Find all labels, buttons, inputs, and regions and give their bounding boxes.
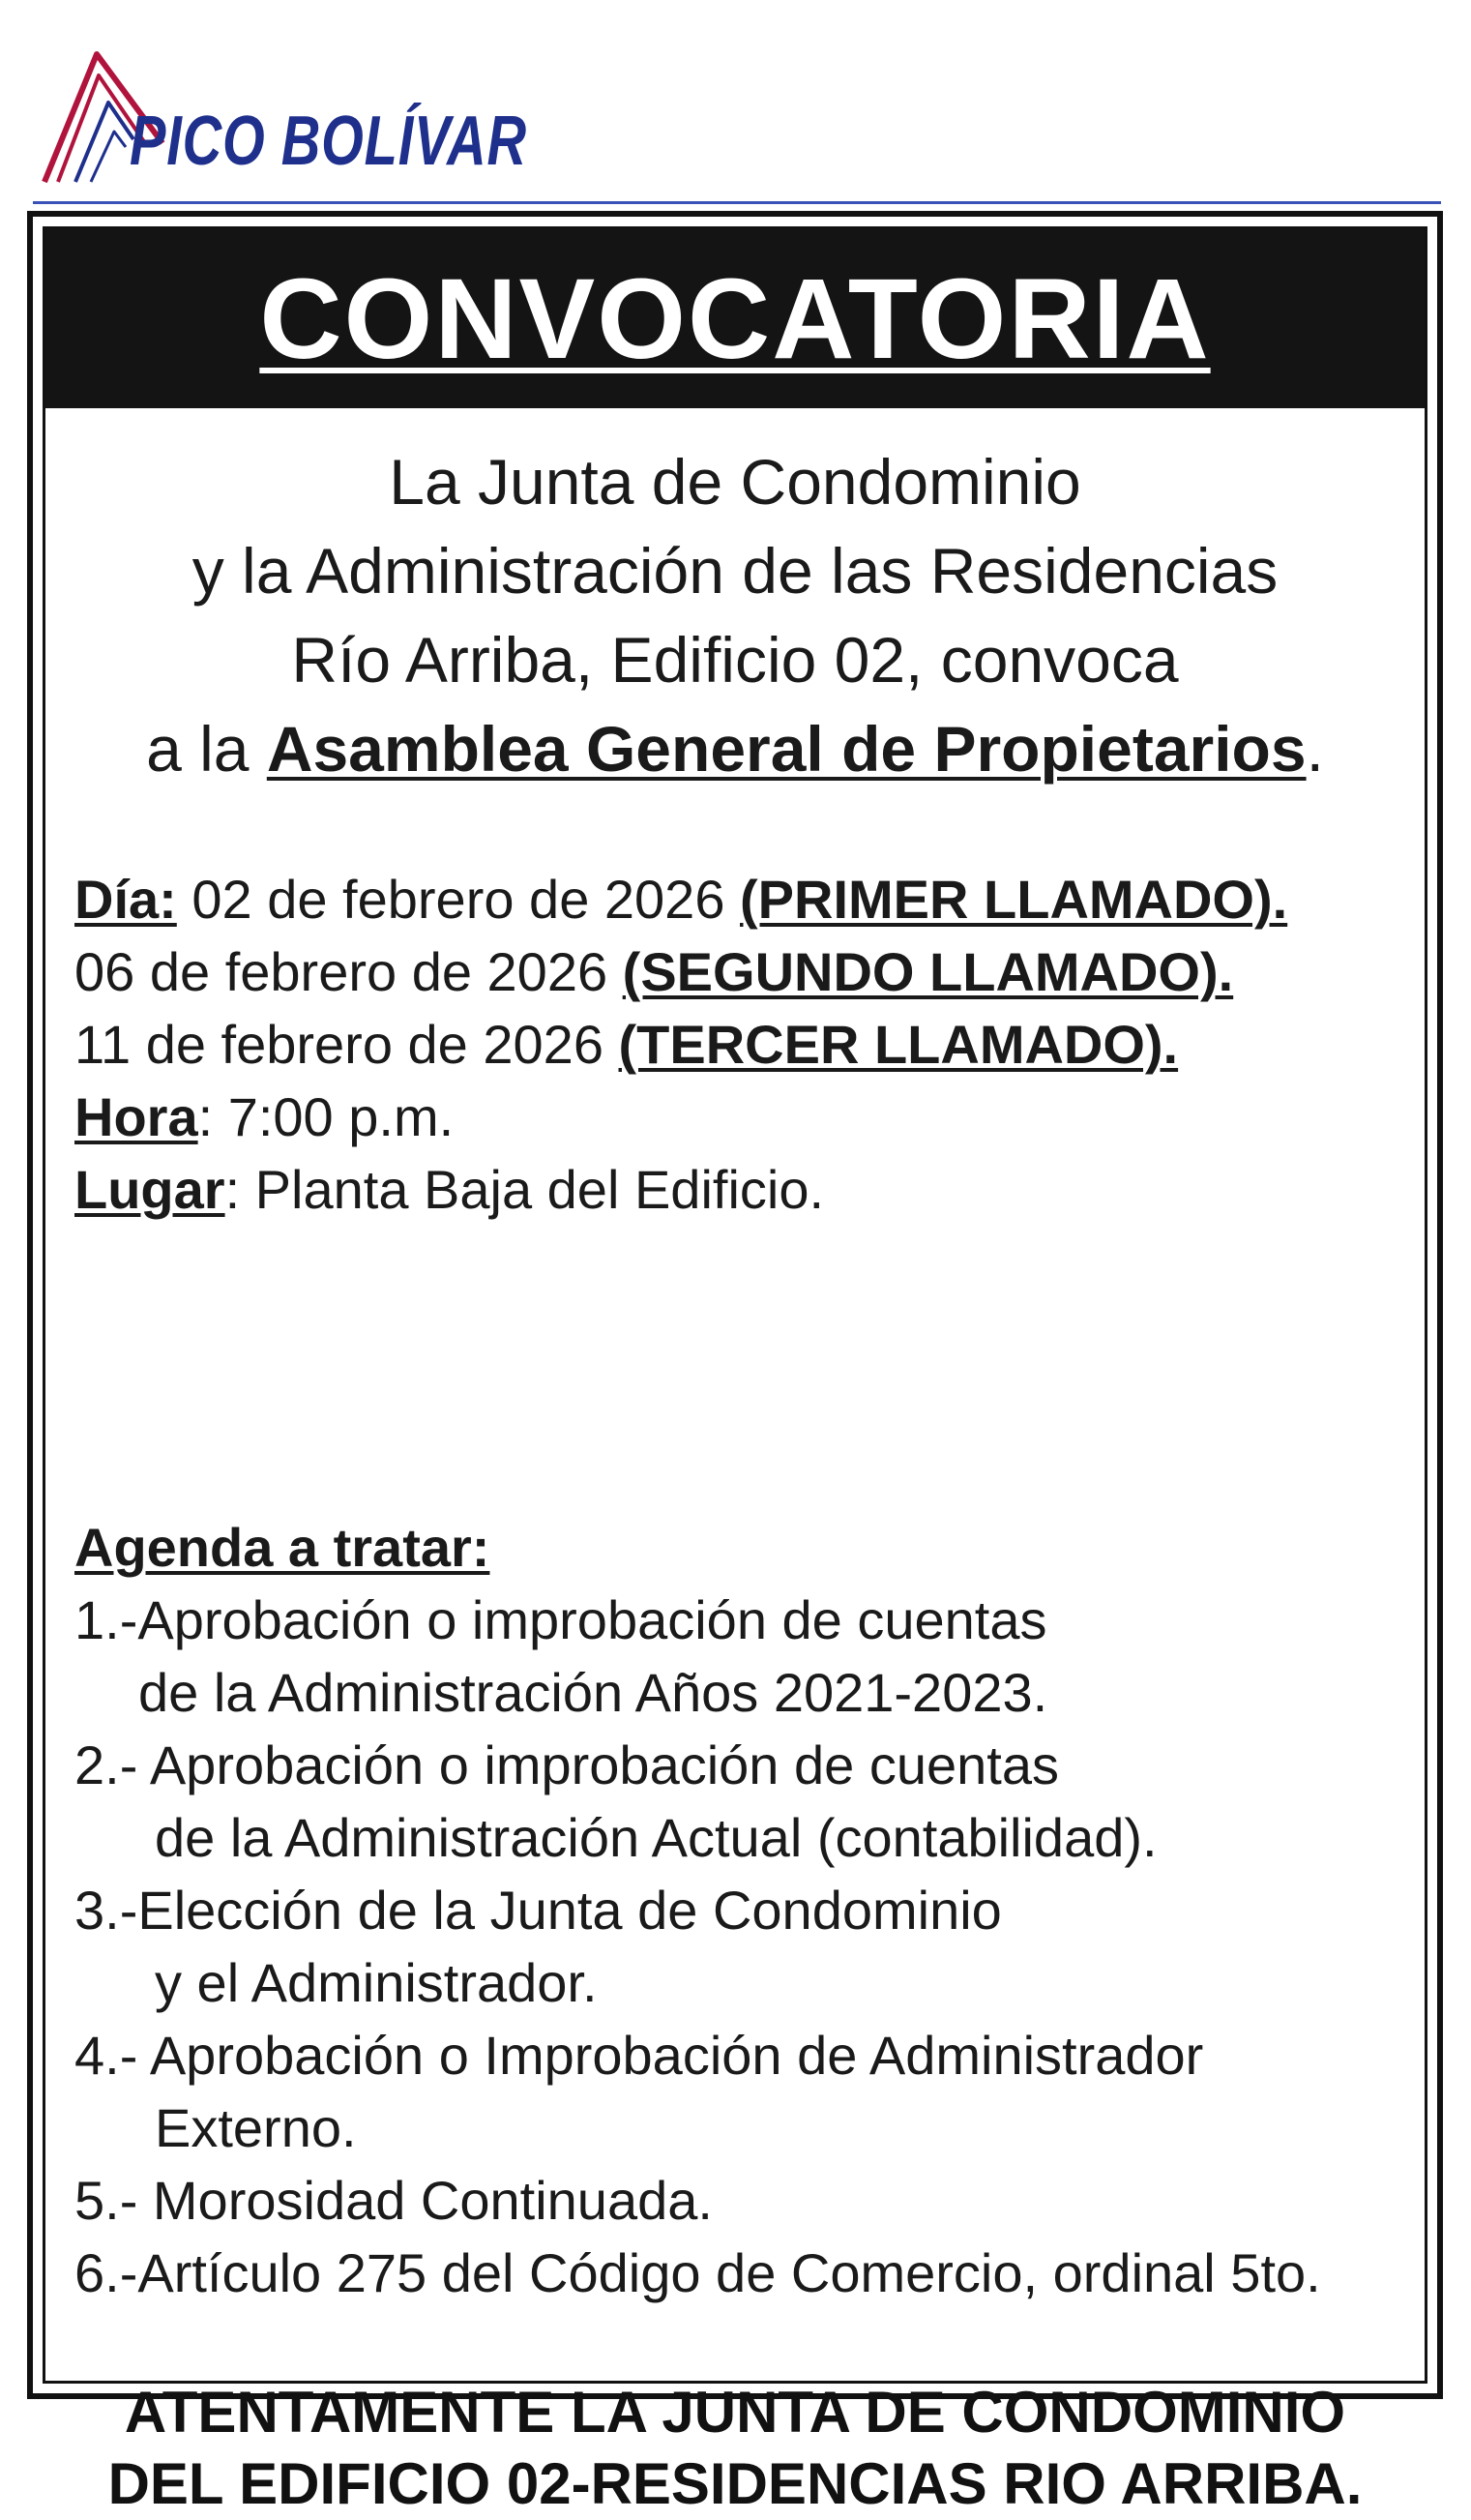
second-call-date: 06 de febrero de 2026 — [74, 941, 623, 1002]
first-call-date: 02 de febrero de 2026 — [176, 869, 741, 930]
intro-line-4-prefix: a la — [146, 713, 267, 785]
agenda-item-3: 3.-Elección de la Junta de Condominio — [74, 1880, 1002, 1941]
intro-line-2: y la Administración de las Residencias — [191, 535, 1279, 607]
notice-title: CONVOCATORIA — [259, 254, 1211, 383]
lugar-label: Lugar — [74, 1159, 225, 1220]
agenda-item-5: 5.- Morosidad Continuada. — [74, 2170, 713, 2231]
agenda-item-3-continued: y el Administrador. — [155, 1952, 598, 2013]
logo-wordmark: PICO BOLÍVAR — [130, 103, 527, 180]
intro-paragraph — [45, 437, 1425, 793]
second-call-label: (SEGUNDO LLAMADO). — [622, 941, 1234, 1002]
first-call-row — [74, 863, 1405, 935]
title-band — [45, 229, 1425, 408]
hora-label: Hora — [74, 1086, 198, 1147]
third-call-label: (TERCER LLAMADO). — [618, 1014, 1179, 1075]
time-row — [74, 1081, 1405, 1153]
pico-bolivar-logo — [37, 46, 527, 192]
header-divider — [33, 201, 1441, 204]
second-call-row — [74, 935, 1405, 1008]
meeting-details — [74, 863, 1405, 1226]
agenda-item-4: 4.- Aprobación o Improbación de Administrador — [74, 2025, 1204, 2086]
hora-value: : 7:00 p.m. — [197, 1086, 455, 1147]
place-row — [74, 1153, 1405, 1226]
agenda-item-1: 1.-Aprobación o improbación de cuentas — [74, 1589, 1047, 1650]
assembly-name: Asamblea General de Propietarios — [266, 713, 1307, 785]
notice-inner-frame — [43, 226, 1427, 2516]
agenda-item-4-continued: Externo. — [155, 2097, 357, 2158]
agenda-item-1-continued: de la Administración Años 2021-2023. — [138, 1662, 1048, 1723]
lugar-value: : Planta Baja del Edificio. — [224, 1159, 825, 1220]
closing-signature — [45, 2377, 1425, 2520]
third-call-date: 11 de febrero de 2026 — [74, 1014, 619, 1075]
agenda-item-6: 6.-Artículo 275 del Código de Comercio, ordinal 5to. — [74, 2242, 1321, 2303]
agenda-heading: Agenda a tratar: — [74, 1517, 490, 1578]
agenda-section — [74, 1511, 1405, 2309]
closing-line-1: ATENTAMENTE LA JUNTA DE CONDOMINIO — [124, 2380, 1346, 2445]
agenda-item-2: 2.- Aprobación o improbación de cuentas — [74, 1734, 1059, 1795]
intro-line-4-suffix: . — [1306, 713, 1324, 785]
intro-line-4 — [45, 704, 1425, 793]
intro-line-3: Río Arriba, Edificio 02, convoca — [291, 624, 1179, 696]
intro-line-1: La Junta de Condominio — [389, 446, 1081, 518]
agenda-item-2-continued: de la Administración Actual (contabilidad). — [155, 1807, 1158, 1868]
closing-line-2: DEL EDIFICIO 02-RESIDENCIAS RIO ARRIBA. — [107, 2451, 1363, 2516]
first-call-label: (PRIMER LLAMADO). — [740, 869, 1288, 930]
notice-frame — [27, 211, 1443, 2516]
third-call-row — [74, 1008, 1405, 1081]
dia-label: Día: — [74, 869, 177, 930]
